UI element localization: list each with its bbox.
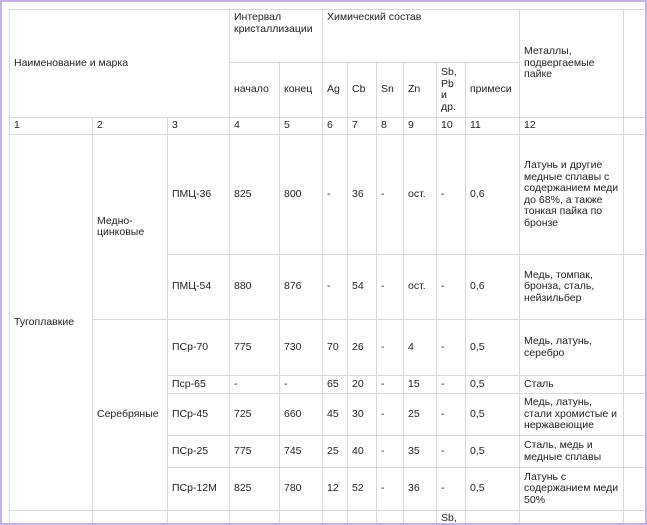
partial-cell <box>323 511 348 525</box>
extra-cell <box>624 320 647 376</box>
sbpb-cell: - <box>437 436 466 468</box>
partial-cell <box>280 511 323 525</box>
header-start: начало <box>230 63 280 118</box>
column-numbers-row <box>10 118 647 135</box>
column-number: 2 <box>93 118 168 135</box>
column-number: 6 <box>323 118 348 135</box>
sbpb-cell: - <box>437 468 466 511</box>
end-cell: - <box>280 376 323 394</box>
sn-cell: - <box>377 436 404 468</box>
partial-cell <box>93 511 168 525</box>
column-number: 8 <box>377 118 404 135</box>
sn-cell: - <box>377 320 404 376</box>
column-number: 11 <box>466 118 520 135</box>
partial-cell <box>404 511 437 525</box>
partial-cell <box>377 511 404 525</box>
ag-cell: - <box>323 135 348 255</box>
header-cb: Cb <box>348 63 377 118</box>
cb-cell: 52 <box>348 468 377 511</box>
cb-cell: 30 <box>348 394 377 436</box>
end-cell: 660 <box>280 394 323 436</box>
start-cell: 775 <box>230 436 280 468</box>
partial-cell <box>520 511 624 525</box>
cb-cell: 54 <box>348 255 377 320</box>
extra-cell <box>624 436 647 468</box>
column-number: 12 <box>520 118 624 135</box>
header-impurities: примеси <box>466 63 520 118</box>
ag-cell: 12 <box>323 468 348 511</box>
metals-cell: Медь, латунь, серебро <box>520 320 624 376</box>
metals-cell: Латунь и другие медные сплавы с содержанием меди до 68%, а также тонкая пайка по бронзе <box>520 135 624 255</box>
header-sn: Sn <box>377 63 404 118</box>
zn-cell: ост. <box>404 255 437 320</box>
sn-cell: - <box>377 135 404 255</box>
metals-cell: Медь, латунь, стали хромистые и нержавеющие <box>520 394 624 436</box>
end-cell: 745 <box>280 436 323 468</box>
end-cell: 730 <box>280 320 323 376</box>
partial-cell <box>230 511 280 525</box>
grade-cell: ПСр-25 <box>168 436 230 468</box>
grade-cell: Пср-65 <box>168 376 230 394</box>
sbpb-cell: - <box>437 135 466 255</box>
partial-cell <box>168 511 230 525</box>
sn-cell: - <box>377 376 404 394</box>
impurities-cell: 0,5 <box>466 468 520 511</box>
header-interval: Интервал кристаллизации <box>230 10 323 63</box>
ag-cell: 25 <box>323 436 348 468</box>
column-number: 3 <box>168 118 230 135</box>
end-cell: 780 <box>280 468 323 511</box>
header-end: конец <box>280 63 323 118</box>
table-row <box>10 135 647 255</box>
column-number: 10 <box>437 118 466 135</box>
cb-cell: 40 <box>348 436 377 468</box>
ag-cell: 65 <box>323 376 348 394</box>
subgroup-silver: Серебряные <box>93 320 168 511</box>
sn-cell: - <box>377 255 404 320</box>
zn-cell: 4 <box>404 320 437 376</box>
partial-cell <box>466 511 520 525</box>
header-extra-cell <box>624 10 647 118</box>
header-sbpb: Sb, Pb и др. <box>437 63 466 118</box>
partial-sbpb-cell: Sb, <box>437 511 466 525</box>
end-cell: 800 <box>280 135 323 255</box>
extra-cell <box>624 394 647 436</box>
solder-table <box>9 9 647 525</box>
extra-cell <box>624 468 647 511</box>
impurities-cell: 0,5 <box>466 376 520 394</box>
column-number: 7 <box>348 118 377 135</box>
metals-cell: Сталь <box>520 376 624 394</box>
cb-cell: 20 <box>348 376 377 394</box>
extra-cell <box>624 376 647 394</box>
partial-cell <box>348 511 377 525</box>
extra-cell <box>624 255 647 320</box>
column-number: 1 <box>10 118 93 135</box>
zn-cell: ост. <box>404 135 437 255</box>
grade-cell: ПМЦ-36 <box>168 135 230 255</box>
cb-cell: 36 <box>348 135 377 255</box>
partial-cell <box>10 511 93 525</box>
table-row <box>10 320 647 376</box>
header-ag: Ag <box>323 63 348 118</box>
impurities-cell: 0,5 <box>466 436 520 468</box>
header-row-1 <box>10 10 647 63</box>
column-number-extra <box>624 118 647 135</box>
grade-cell: ПСр-70 <box>168 320 230 376</box>
zn-cell: 15 <box>404 376 437 394</box>
partial-cell <box>624 511 647 525</box>
column-number: 5 <box>280 118 323 135</box>
start-cell: 775 <box>230 320 280 376</box>
end-cell: 876 <box>280 255 323 320</box>
grade-cell: ПСр-45 <box>168 394 230 436</box>
table-row-partial <box>10 511 647 525</box>
header-zn: Zn <box>404 63 437 118</box>
zn-cell: 35 <box>404 436 437 468</box>
sn-cell: - <box>377 468 404 511</box>
impurities-cell: 0,5 <box>466 394 520 436</box>
start-cell: 825 <box>230 468 280 511</box>
cb-cell: 26 <box>348 320 377 376</box>
impurities-cell: 0,5 <box>466 320 520 376</box>
sn-cell: - <box>377 394 404 436</box>
metals-cell: Медь, томпак, бронза, сталь, нейзильбер <box>520 255 624 320</box>
zn-cell: 25 <box>404 394 437 436</box>
impurities-cell: 0,6 <box>466 255 520 320</box>
impurities-cell: 0,6 <box>466 135 520 255</box>
header-chem: Химический состав <box>323 10 520 63</box>
column-number: 9 <box>404 118 437 135</box>
sbpb-cell: - <box>437 255 466 320</box>
ag-cell: 70 <box>323 320 348 376</box>
column-number: 4 <box>230 118 280 135</box>
start-cell: 825 <box>230 135 280 255</box>
sbpb-cell: - <box>437 320 466 376</box>
sbpb-cell: - <box>437 376 466 394</box>
subgroup-copper-zinc: Медно-цинковые <box>93 135 168 320</box>
header-metals: Металлы, подвергаемые пайке <box>520 10 624 118</box>
grade-cell: ПМЦ-54 <box>168 255 230 320</box>
ag-cell: 45 <box>323 394 348 436</box>
class-refractory: Тугоплавкие <box>10 135 93 511</box>
extra-cell <box>624 135 647 255</box>
grade-cell: ПСр-12М <box>168 468 230 511</box>
metals-cell: Латунь с содержанием меди 50% <box>520 468 624 511</box>
sbpb-cell: - <box>437 394 466 436</box>
metals-cell: Сталь, медь и медные сплавы <box>520 436 624 468</box>
ag-cell: - <box>323 255 348 320</box>
start-cell: 880 <box>230 255 280 320</box>
header-name-grade: Наименование и марка <box>10 10 230 118</box>
zn-cell: 36 <box>404 468 437 511</box>
start-cell: - <box>230 376 280 394</box>
start-cell: 725 <box>230 394 280 436</box>
